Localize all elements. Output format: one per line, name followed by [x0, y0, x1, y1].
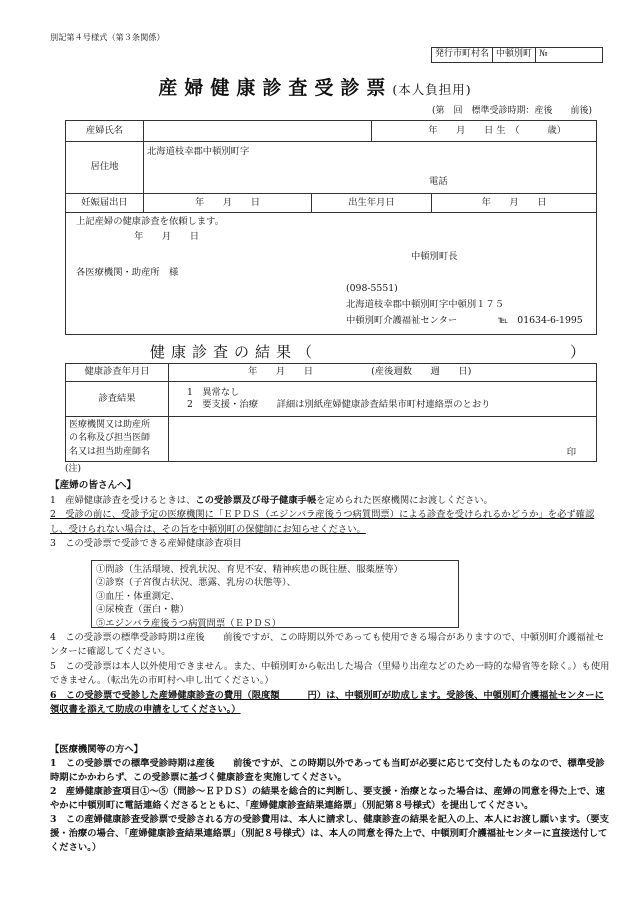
form-number-label: 別記第４号様式（第３条関係） — [50, 32, 165, 42]
note-label: (注) — [65, 464, 82, 474]
medical-section — [50, 743, 610, 855]
result-option-support: 2 要支援・治療 詳細は別紙産婦健康診査結果市町村連絡票のとおり — [187, 399, 491, 410]
exam-date-field[interactable] — [169, 364, 597, 382]
exam-item-4: ④尿検査（蛋白・糖） — [96, 604, 189, 616]
mothers-item-3: 3 この受診票で受診できる産婦健康診査項目 — [50, 538, 242, 550]
issuer-number-field[interactable] — [536, 48, 603, 63]
address-field[interactable] — [144, 142, 597, 194]
address-value: 北海道枝幸郡中頓別町字 — [147, 146, 250, 157]
medical-item-2: 2 産婦健康診査項目①～⑤（問診～ＥＰＤＳ）の結果を総合的に判断し、要支援・治療となった場合は、産婦の同意を得た上で、速やかに中頓別町に電話連絡くださるとともに、「産婦健康診査結果連絡票」（別記第８号様式）を提出してください。 — [50, 785, 605, 811]
mothers-section-2 — [50, 631, 610, 717]
request-date: 年 月 日 — [134, 231, 200, 242]
issuer-name: 中頓別町 — [493, 48, 536, 63]
postal-code: (098-5551) — [346, 283, 398, 294]
number-label: № — [539, 49, 548, 60]
pregnancy-label: 妊娠届出日 — [66, 194, 144, 213]
medical-item-1: 1 この受診票での標準受診時期は産後 前後ですが、この時期以外であっても当町が必要に応じて交付したものなので、標準受診時期にかかわらず、この受診票に基づく健康診査を実施してください。 — [50, 757, 605, 783]
request-text: 上記産婦の健康診査を依頼します。 — [76, 216, 225, 227]
result-option-normal: 1 異常なし — [187, 386, 240, 398]
birth-date-field[interactable]: 年 月 日 — [432, 194, 597, 213]
postpartum-weeks: (産後週数 週 日) — [371, 366, 472, 378]
exam-item-5: ⑤エジンバラ産後うつ病質問票（ＥＰＤＳ） — [96, 617, 282, 629]
mothers-item-6: 6 この受診票で受診した産婦健康診査の費用（限度額 円）は、中頓別町が助成します。受診後、中頓別町介護福祉センターに領収書を添えて助成の申請をしてください。） — [50, 689, 604, 716]
birth-age-field[interactable]: 年 月 日 生 （ 歳） — [372, 121, 597, 142]
medical-item-3: 3 この産婦健康診査受診票で受診される方の受診費用は、本人に請求し、健康診査の結果を記入の上、本人にお渡し願います。（要支援・治療の場合、「産婦健康診査結果連絡票」（別記８号様式）は、本人の同意を得た上で、中頓別町介護福祉センターに直接送付してください。） — [50, 813, 609, 853]
request-section — [66, 213, 597, 335]
mothers-item-1: 1 産婦健康診査を受けるときは、この受診票及び母子健康手帳を定められた医療機関にお渡しください。 — [50, 494, 493, 506]
result-label: 診査結果 — [66, 382, 169, 417]
issuer-box — [431, 47, 603, 63]
office-phone: ℡ 01634-6-1995 — [498, 315, 583, 326]
mothers-heading: 【産婦の皆さんへ】 — [50, 480, 137, 491]
phone-label: 電話 — [429, 176, 448, 187]
office-name: 中頓別町介護福祉センター — [346, 315, 458, 326]
patient-info-table — [65, 120, 597, 335]
exam-date-value: 年 月 日 — [248, 366, 314, 378]
mayor-name: 中頓別町長 — [411, 251, 458, 262]
result-title: 健康診査の結果（ ） — [150, 343, 592, 361]
name-label: 産婦氏名 — [66, 121, 144, 142]
pregnancy-date-field[interactable]: 年 月 日 — [144, 194, 312, 213]
mothers-section — [50, 479, 610, 551]
exam-items-box — [91, 560, 459, 628]
period-line: (第 回 標準受診時期：産後 前後) — [431, 106, 592, 116]
page-title: 産婦健康診査受診票(本人負担用) — [158, 77, 472, 99]
exam-date-label: 健康診査年月日 — [66, 364, 169, 382]
office-address: 北海道枝幸郡中頓別町字中頓別１７５ — [346, 299, 505, 310]
issuer-label: 発行市町村名 — [432, 48, 493, 63]
mothers-item-2: 2 受診の前に、受診予定の医療機関に「ＥＰＤＳ（エジンバラ産後うつ病質問票）による診査を受けられるかどうか」を必ず確認し、受けられない場合は、その旨を中頓別町の保健師にお知らせください。 — [50, 509, 595, 535]
seal-mark: 印 — [566, 446, 576, 458]
birth-date-label: 出生年月日 — [312, 194, 432, 213]
medical-heading: 【医療機関等の方へ】 — [50, 744, 143, 755]
name-field[interactable] — [144, 121, 372, 142]
mothers-item-4: 4 この受診票の標準受診時期は産後 前後ですが、この時期以外であっても使用できる場合がありますので、中頓別町介護福祉センターに確認してください。 — [50, 632, 605, 658]
title-subtitle: (本人負担用) — [392, 82, 472, 97]
exam-item-3: ③血圧・体重測定、 — [96, 590, 180, 602]
addressee: 各医療機関・助産所 様 — [76, 267, 179, 278]
facility-label: 医療機関又は助産所 の名称及び担当医師 名又は担当助産師名 — [66, 417, 169, 462]
exam-item-2: ②診察（子宮復古状況、悪露、乳房の状態等）、 — [96, 577, 296, 589]
mothers-item-5: 5 この受診票は本人以外使用できません。また、中頓別町から転出した場合（里帰り出産などのため一時的な帰省等を除く。）も使用できません。（転出先の市町村へ申し出てください。） — [50, 660, 610, 687]
address-label: 居住地 — [66, 142, 144, 194]
exam-item-1: ①問診（生活環境、授乳状況、育児不安、精神疾患の既往歴、服薬歴等） — [96, 564, 403, 575]
result-table — [65, 363, 597, 462]
facility-field[interactable] — [169, 417, 597, 462]
result-options[interactable] — [169, 382, 597, 417]
